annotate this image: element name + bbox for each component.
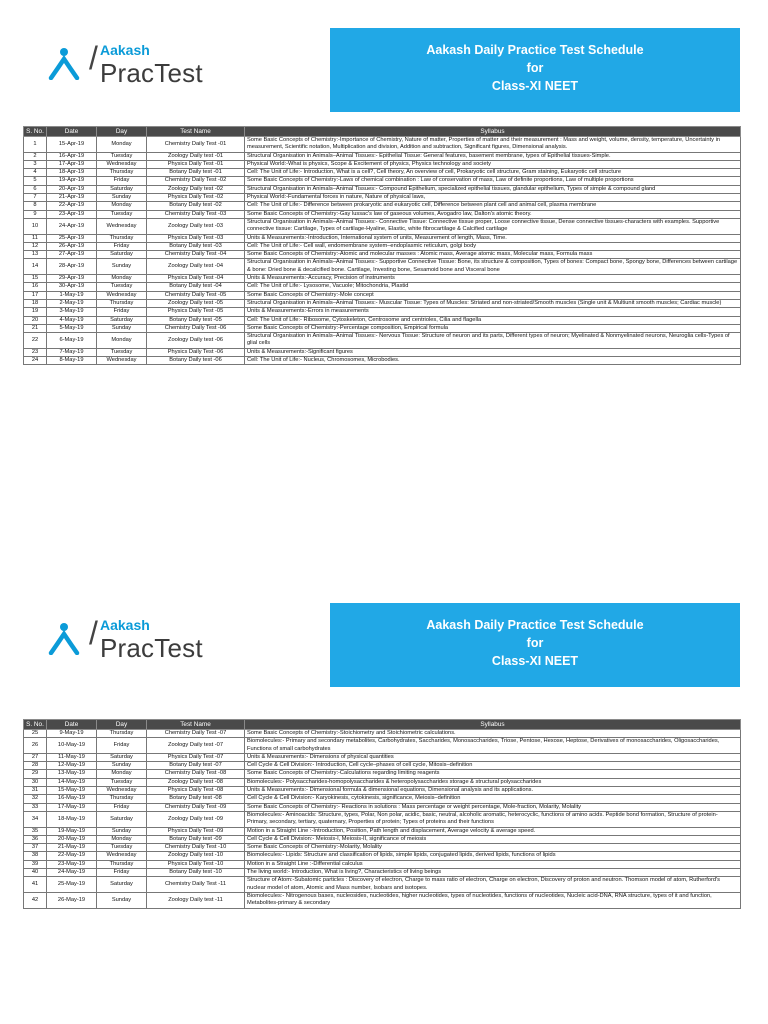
serial-number-cell: 26	[24, 738, 47, 754]
syllabus-cell: Some Basic Concepts of Chemistry:-Gay lussac's law of gaseous volumes, Avogadro law, Dalton's atomic theory.	[245, 210, 741, 218]
syllabus-cell: Biomolecules:- Primary and secondary metabolites, Carbohydrates, Saccharides, Monosaccharides, Triose, Pentose, Hexose, Heptose, Derivatives of monosaccharides, Oligosaccharides, Functions of small carbohydrates	[245, 738, 741, 754]
serial-number-cell: 7	[24, 194, 47, 202]
syllabus-cell: Structural Organisation in Animals–Animal Tissues:- Connective Tissue: Connective tissue proper, Loose connective tissue, Dense connective tissues-characters with examples. Supportive connective tissue: Cartilage, Types of cartilage-Hyaline, Elastic, white fibrocartilage & Calcified cartilage	[245, 218, 741, 234]
serial-number-cell: 21	[24, 324, 47, 332]
date-cell: 18-Apr-19	[47, 169, 97, 177]
column-header: Syllabus	[245, 720, 741, 730]
day-cell: Monday	[97, 137, 147, 153]
day-cell: Tuesday	[97, 210, 147, 218]
date-cell: 25-Apr-19	[47, 234, 97, 242]
table-row	[24, 803, 741, 811]
test-name-cell: Chemistry Daily Test -01	[147, 137, 245, 153]
date-cell: 13-May-19	[47, 770, 97, 778]
test-name-cell: Chemistry Daily Test -02	[147, 177, 245, 185]
schedule-page-1	[0, 28, 768, 364]
syllabus-cell: Some Basic Concepts of Chemistry:-Mole concept	[245, 291, 741, 299]
serial-number-cell: 36	[24, 835, 47, 843]
banner-class: Class-XI NEET	[491, 654, 579, 668]
table-row	[24, 185, 741, 193]
serial-number-cell: 19	[24, 308, 47, 316]
table-row	[24, 210, 741, 218]
serial-number-cell: 25	[24, 730, 47, 738]
table-row	[24, 177, 741, 185]
serial-number-cell: 15	[24, 275, 47, 283]
syllabus-cell: Biomolecules:- Lipids: Structure and classification of lipids, simple lipids, conjugated lipids, derived lipids, functions of lipids	[245, 852, 741, 860]
table-row	[24, 795, 741, 803]
logo-figure-icon	[48, 621, 88, 655]
table-row	[24, 892, 741, 908]
date-cell: 22-Apr-19	[47, 202, 97, 210]
day-cell: Monday	[97, 835, 147, 843]
serial-number-cell: 28	[24, 762, 47, 770]
syllabus-cell: Cell: The Unit of Life:- Lysosome, Vacuole; Mitochondria, Plastid	[245, 283, 741, 291]
syllabus-cell: Structural Organisation in Animals–Animal Tissues:- Muscular Tissue: Types of Muscles: Striated and non-striated/Smooth muscles (Single unit & Multiunit smooth muscles; Cardiac muscle)	[245, 299, 741, 307]
date-cell: 3-May-19	[47, 308, 97, 316]
day-cell: Wednesday	[97, 218, 147, 234]
syllabus-cell: Cell Cycle & Cell Division:- Introduction, Cell cycle–phases of cell cycle, Mitosis–definition	[245, 762, 741, 770]
date-cell: 14-May-19	[47, 778, 97, 786]
test-name-cell: Physics Daily Test -07	[147, 753, 245, 761]
date-cell: 29-Apr-19	[47, 275, 97, 283]
test-name-cell: Physics Daily Test -02	[147, 194, 245, 202]
banner-title: Aakash Daily Practice Test Schedule	[426, 43, 644, 57]
date-cell: 25-May-19	[47, 877, 97, 893]
serial-number-cell: 8	[24, 202, 47, 210]
column-header: Date	[47, 720, 97, 730]
day-cell: Tuesday	[97, 778, 147, 786]
syllabus-cell: Some Basic Concepts of Chemistry:-Laws of chemical combination : Law of conservation of mass, Law of definite proportions, Law of multiple proportions	[245, 177, 741, 185]
logo-product: PracTest	[100, 58, 203, 88]
test-name-cell: Physics Daily Test -06	[147, 348, 245, 356]
logo-slash: /	[89, 615, 98, 651]
date-cell: 26-May-19	[47, 892, 97, 908]
table-row	[24, 787, 741, 795]
serial-number-cell: 4	[24, 169, 47, 177]
serial-number-cell: 2	[24, 152, 47, 160]
day-cell: Thursday	[97, 795, 147, 803]
test-name-cell: Chemistry Daily Test -10	[147, 844, 245, 852]
date-cell: 9-May-19	[47, 730, 97, 738]
syllabus-cell: Cell Cycle & Cell Division:- Karyokinesis, cytokinesis, significance, Meiosis–definition	[245, 795, 741, 803]
test-name-cell: Botany Daily test -06	[147, 357, 245, 365]
syllabus-cell: Cell Cycle & Cell Division:- Meiosis-I, Meiosis-II, significance of meiosis	[245, 835, 741, 843]
syllabus-cell: Some Basic Concepts of Chemistry:-Percentage composition, Empirical formula	[245, 324, 741, 332]
syllabus-cell: The living world:- Introduction, What is living?, Characteristics of living beings	[245, 869, 741, 877]
syllabus-cell: Some Basic Concepts of Chemistry:-Stoichiometry and Stoichiometric calculations.	[245, 730, 741, 738]
serial-number-cell: 16	[24, 283, 47, 291]
table-row	[24, 762, 741, 770]
date-cell: 10-May-19	[47, 738, 97, 754]
syllabus-cell: Units & Measurements:-Significant figures	[245, 348, 741, 356]
date-cell: 17-Apr-19	[47, 160, 97, 168]
table-row	[24, 308, 741, 316]
date-cell: 26-Apr-19	[47, 242, 97, 250]
column-header: Test Name	[147, 720, 245, 730]
date-cell: 21-May-19	[47, 844, 97, 852]
test-name-cell: Botany Daily test -01	[147, 169, 245, 177]
syllabus-cell: Some Basic Concepts of Chemistry:-Atomic and molecular masses : Atomic mass, Average atomic mass, Molecular mass, Formula mass	[245, 251, 741, 259]
table-row	[24, 169, 741, 177]
column-header: S. No.	[24, 127, 47, 137]
test-name-cell: Physics Daily Test -08	[147, 787, 245, 795]
serial-number-cell: 12	[24, 242, 47, 250]
day-cell: Sunday	[97, 259, 147, 275]
serial-number-cell: 39	[24, 860, 47, 868]
test-name-cell: Zoology Daily test -02	[147, 185, 245, 193]
syllabus-cell: Units & Measurements:- Dimensional formula & dimensional equations, Dimensional analysis and its applications.	[245, 787, 741, 795]
table-row	[24, 242, 741, 250]
date-cell: 17-May-19	[47, 803, 97, 811]
banner-title: Aakash Daily Practice Test Schedule	[426, 618, 644, 632]
serial-number-cell: 11	[24, 234, 47, 242]
table-row	[24, 778, 741, 786]
day-cell: Friday	[97, 242, 147, 250]
page-header	[0, 603, 768, 687]
test-name-cell: Botany Daily test -02	[147, 202, 245, 210]
syllabus-cell: Physical World:-What is physics, Scope & Excitement of physics, Physics technology and society	[245, 160, 741, 168]
syllabus-cell: Cell: The Unit of Life:- Introduction, What is a cell?, Cell theory, An overview of cell, Prokaryotic cell structure, Gram staining, Eukaryotic cell structure	[245, 169, 741, 177]
syllabus-cell: Structure of Atom:-Subatomic particles : Discovery of electron, Charge to mass ratio of electron, Charge on electron, Discovery of proton and neutron. Thomson model of atom, Rutherford's nuclear model of atom, Atomic and Mass number, Isobars and isotopes.	[245, 877, 741, 893]
test-name-cell: Botany Daily test -07	[147, 762, 245, 770]
day-cell: Monday	[97, 333, 147, 349]
syllabus-cell: Biomolecules:- Nitrogenous bases, nucleosides, nucleotides, higher nucleotides, types of nucleotides, functions of nucleotides, Nucleic acid-DNA, RNA structure, types of it and function, Metabolites-primary & secondary	[245, 892, 741, 908]
test-name-cell: Zoology Daily test -03	[147, 218, 245, 234]
syllabus-cell: Units & Measurements:-Accuracy, Precision of instruments	[245, 275, 741, 283]
test-name-cell: Botany Daily test -03	[147, 242, 245, 250]
test-name-cell: Chemistry Daily Test -06	[147, 324, 245, 332]
syllabus-cell: Biomolecules:- Polysaccharides-homopolysaccharides & heteropolysaccharides storage & structural polysaccharides	[245, 778, 741, 786]
serial-number-cell: 3	[24, 160, 47, 168]
date-cell: 23-Apr-19	[47, 210, 97, 218]
serial-number-cell: 1	[24, 137, 47, 153]
day-cell: Friday	[97, 803, 147, 811]
syllabus-cell: Some Basic Concepts of Chemistry:-Importance of Chemistry, Nature of matter, Properties of matter and their measurement : Mass and weight, volume, density, temperature, Uncertainty in measurement, Scientific notation, Multiplication and division, Addition and subtraction, Significant figures, Dimensional analysis.	[245, 137, 741, 153]
day-cell: Wednesday	[97, 160, 147, 168]
test-name-cell: Chemistry Daily Test -09	[147, 803, 245, 811]
day-cell: Thursday	[97, 299, 147, 307]
day-cell: Sunday	[97, 194, 147, 202]
date-cell: 1-May-19	[47, 291, 97, 299]
date-cell: 12-May-19	[47, 762, 97, 770]
page-header	[0, 28, 768, 112]
day-cell: Sunday	[97, 827, 147, 835]
date-cell: 20-May-19	[47, 835, 97, 843]
table-row	[24, 730, 741, 738]
syllabus-cell: Structural Organisation in Animals–Animal Tissues:- Nervous Tissue: Structure of neuron and its parts, Different types of neuron; Myelinated & Nonmyelinated neurons, Neuroglia cells-Types of glial cells	[245, 333, 741, 349]
test-name-cell: Botany Daily test -10	[147, 869, 245, 877]
day-cell: Saturday	[97, 753, 147, 761]
day-cell: Tuesday	[97, 283, 147, 291]
serial-number-cell: 35	[24, 827, 47, 835]
syllabus-cell: Structural Organisation in Animals–Animal Tissues:- Epithelial Tissue: General features, basement membrane, types of Epithelial tissues-Simple.	[245, 152, 741, 160]
day-cell: Friday	[97, 869, 147, 877]
date-cell: 15-May-19	[47, 787, 97, 795]
day-cell: Sunday	[97, 892, 147, 908]
logo-figure-icon	[48, 46, 88, 80]
column-header: S. No.	[24, 720, 47, 730]
day-cell: Friday	[97, 308, 147, 316]
column-header: Day	[97, 127, 147, 137]
table-header-row	[24, 720, 741, 730]
table-row	[24, 234, 741, 242]
syllabus-cell: Physical World:-Fundamental forces in nature, Nature of physical laws,	[245, 194, 741, 202]
date-cell: 8-May-19	[47, 357, 97, 365]
date-cell: 18-May-19	[47, 811, 97, 827]
table-row	[24, 251, 741, 259]
day-cell: Thursday	[97, 860, 147, 868]
serial-number-cell: 20	[24, 316, 47, 324]
test-name-cell: Botany Daily test -05	[147, 316, 245, 324]
day-cell: Thursday	[97, 234, 147, 242]
banner-for: for	[526, 61, 544, 75]
day-cell: Monday	[97, 202, 147, 210]
date-cell: 21-Apr-19	[47, 194, 97, 202]
table-row	[24, 357, 741, 365]
serial-number-cell: 40	[24, 869, 47, 877]
logo-product: PracTest	[100, 633, 203, 663]
column-header: Test Name	[147, 127, 245, 137]
syllabus-cell: Cell: The Unit of Life:- Difference between prokaryotic and eukaryotic cell, Difference between plant cell and animal cell, plasma membrane	[245, 202, 741, 210]
date-cell: 19-Apr-19	[47, 177, 97, 185]
serial-number-cell: 17	[24, 291, 47, 299]
serial-number-cell: 14	[24, 259, 47, 275]
day-cell: Saturday	[97, 251, 147, 259]
schedule-table	[23, 719, 741, 909]
syllabus-cell: Motion in a Straight Line :-Introduction, Position, Path length and displacement, Average velocity & average speed.	[245, 827, 741, 835]
day-cell: Friday	[97, 738, 147, 754]
syllabus-cell: Some Basic Concepts of Chemistry:-Calculations regarding limiting reagents	[245, 770, 741, 778]
test-name-cell: Chemistry Daily Test -03	[147, 210, 245, 218]
day-cell: Tuesday	[97, 348, 147, 356]
day-cell: Thursday	[97, 169, 147, 177]
date-cell: 19-May-19	[47, 827, 97, 835]
test-name-cell: Zoology Daily test -07	[147, 738, 245, 754]
test-name-cell: Zoology Daily test -05	[147, 299, 245, 307]
title-banner	[330, 603, 740, 687]
table-row	[24, 218, 741, 234]
test-name-cell: Physics Daily Test -01	[147, 160, 245, 168]
test-name-cell: Botany Daily test -09	[147, 835, 245, 843]
test-name-cell: Zoology Daily test -04	[147, 259, 245, 275]
logo-slash: /	[89, 40, 98, 76]
table-row	[24, 275, 741, 283]
test-name-cell: Chemistry Daily Test -04	[147, 251, 245, 259]
syllabus-cell: Units & Measurements:- Dimensions of physical quantities	[245, 753, 741, 761]
day-cell: Monday	[97, 275, 147, 283]
logo-brand: Aakash	[100, 42, 150, 58]
banner-for: for	[526, 636, 544, 650]
serial-number-cell: 9	[24, 210, 47, 218]
column-header: Date	[47, 127, 97, 137]
table-row	[24, 835, 741, 843]
syllabus-cell: Cell: The Unit of Life:- Ribosome, Cytoskeleton, Centrosome and centrioles, Cilia and flagella	[245, 316, 741, 324]
aakash-practest-logo	[48, 613, 208, 677]
day-cell: Wednesday	[97, 787, 147, 795]
serial-number-cell: 33	[24, 803, 47, 811]
syllabus-cell: Units & Measurements:-Errors in measurements	[245, 308, 741, 316]
serial-number-cell: 10	[24, 218, 47, 234]
date-cell: 16-May-19	[47, 795, 97, 803]
table-row	[24, 283, 741, 291]
serial-number-cell: 13	[24, 251, 47, 259]
day-cell: Wednesday	[97, 357, 147, 365]
day-cell: Saturday	[97, 877, 147, 893]
logo-brand: Aakash	[100, 617, 150, 633]
date-cell: 24-May-19	[47, 869, 97, 877]
date-cell: 15-Apr-19	[47, 137, 97, 153]
test-name-cell: Chemistry Daily Test -08	[147, 770, 245, 778]
test-name-cell: Zoology Daily test -10	[147, 852, 245, 860]
table-row	[24, 860, 741, 868]
date-cell: 2-May-19	[47, 299, 97, 307]
serial-number-cell: 32	[24, 795, 47, 803]
date-cell: 16-Apr-19	[47, 152, 97, 160]
serial-number-cell: 41	[24, 877, 47, 893]
syllabus-cell: Structural Organisation in Animals–Animal Tissues:- Compound Epithelium, specialized epithelial tissues, glandular epithelium, Types of simple & compound gland	[245, 185, 741, 193]
title-banner	[330, 28, 740, 112]
table-row	[24, 753, 741, 761]
table-row	[24, 738, 741, 754]
syllabus-cell: Motion in a Straight Line :-Differential calculus	[245, 860, 741, 868]
date-cell: 30-Apr-19	[47, 283, 97, 291]
syllabus-cell: Biomolecules:- Aminoacids: Structure, types, Polar, Non polar, acidic, basic, neutral, alcoholic aromatic, heterocyclic, functions of amino acids. Peptide bond formation, Structure of protein-Primary, secondary, tertiary, quaternary, Properties of protein; Types of proteins and their functions	[245, 811, 741, 827]
test-name-cell: Zoology Daily test -11	[147, 892, 245, 908]
table-row	[24, 852, 741, 860]
syllabus-cell: Cell: The Unit of Life:- Cell wall, endomembrane system–endoplasmic reticulum, golgi body	[245, 242, 741, 250]
date-cell: 22-May-19	[47, 852, 97, 860]
table-row	[24, 291, 741, 299]
serial-number-cell: 34	[24, 811, 47, 827]
test-name-cell: Botany Daily test -04	[147, 283, 245, 291]
table-row	[24, 877, 741, 893]
day-cell: Tuesday	[97, 844, 147, 852]
day-cell: Saturday	[97, 316, 147, 324]
date-cell: 27-Apr-19	[47, 251, 97, 259]
table-row	[24, 160, 741, 168]
date-cell: 6-May-19	[47, 333, 97, 349]
table-row	[24, 194, 741, 202]
serial-number-cell: 27	[24, 753, 47, 761]
banner-class: Class-XI NEET	[491, 79, 579, 93]
test-name-cell: Physics Daily Test -03	[147, 234, 245, 242]
serial-number-cell: 30	[24, 778, 47, 786]
table-row	[24, 299, 741, 307]
serial-number-cell: 23	[24, 348, 47, 356]
serial-number-cell: 18	[24, 299, 47, 307]
day-cell: Thursday	[97, 730, 147, 738]
serial-number-cell: 22	[24, 333, 47, 349]
day-cell: Monday	[97, 770, 147, 778]
date-cell: 20-Apr-19	[47, 185, 97, 193]
syllabus-cell: Cell: The Unit of Life:- Nucleus, Chromosomes, Microbodies.	[245, 357, 741, 365]
table-row	[24, 259, 741, 275]
day-cell: Friday	[97, 177, 147, 185]
table-row	[24, 202, 741, 210]
serial-number-cell: 42	[24, 892, 47, 908]
column-header: Syllabus	[245, 127, 741, 137]
table-row	[24, 333, 741, 349]
table-row	[24, 137, 741, 153]
test-name-cell: Zoology Daily test -06	[147, 333, 245, 349]
date-cell: 5-May-19	[47, 324, 97, 332]
date-cell: 7-May-19	[47, 348, 97, 356]
table-row	[24, 348, 741, 356]
table-row	[24, 316, 741, 324]
table-row	[24, 152, 741, 160]
day-cell: Saturday	[97, 185, 147, 193]
aakash-practest-logo	[48, 38, 208, 102]
test-name-cell: Physics Daily Test -09	[147, 827, 245, 835]
test-name-cell: Physics Daily Test -05	[147, 308, 245, 316]
table-row	[24, 869, 741, 877]
day-cell: Saturday	[97, 811, 147, 827]
table-row	[24, 811, 741, 827]
test-name-cell: Zoology Daily test -08	[147, 778, 245, 786]
serial-number-cell: 38	[24, 852, 47, 860]
schedule-table	[23, 126, 741, 365]
test-name-cell: Physics Daily Test -10	[147, 860, 245, 868]
syllabus-cell: Units & Measurements:-Introduction, International system of units, Measurement of length, Mass, Time.	[245, 234, 741, 242]
day-cell: Sunday	[97, 762, 147, 770]
test-name-cell: Zoology Daily test -09	[147, 811, 245, 827]
test-name-cell: Chemistry Daily Test -11	[147, 877, 245, 893]
date-cell: 4-May-19	[47, 316, 97, 324]
test-name-cell: Botany Daily test -08	[147, 795, 245, 803]
date-cell: 23-May-19	[47, 860, 97, 868]
syllabus-cell: Some Basic Concepts of Chemistry:-Molarity, Molality	[245, 844, 741, 852]
day-cell: Wednesday	[97, 291, 147, 299]
date-cell: 28-Apr-19	[47, 259, 97, 275]
table-row	[24, 844, 741, 852]
serial-number-cell: 29	[24, 770, 47, 778]
day-cell: Sunday	[97, 324, 147, 332]
test-name-cell: Chemistry Daily Test -07	[147, 730, 245, 738]
serial-number-cell: 31	[24, 787, 47, 795]
table-row	[24, 827, 741, 835]
schedule-page-2	[0, 603, 768, 907]
day-cell: Tuesday	[97, 152, 147, 160]
test-name-cell: Physics Daily Test -04	[147, 275, 245, 283]
syllabus-cell: Some Basic Concepts of Chemistry:- Reactions in solutions : Mass percentage or weight percentage, Mole-fraction, Molarity, Molality	[245, 803, 741, 811]
table-header-row	[24, 127, 741, 137]
column-header: Day	[97, 720, 147, 730]
serial-number-cell: 37	[24, 844, 47, 852]
table-row	[24, 324, 741, 332]
test-name-cell: Chemistry Daily Test -05	[147, 291, 245, 299]
syllabus-cell: Structural Organisation in Animals–Animal Tissues:- Supportive Connective Tissue: Bone, its structure & composition, Types of bones: Compact bone, Spongy bone, Differences between cartilage & bone: Dried bone & decalcified bone. Cartilage, Investing bone, Sesamoid bone and Visceral bone	[245, 259, 741, 275]
test-name-cell: Zoology Daily test -01	[147, 152, 245, 160]
date-cell: 11-May-19	[47, 753, 97, 761]
serial-number-cell: 5	[24, 177, 47, 185]
day-cell: Wednesday	[97, 852, 147, 860]
table-row	[24, 770, 741, 778]
serial-number-cell: 6	[24, 185, 47, 193]
date-cell: 24-Apr-19	[47, 218, 97, 234]
serial-number-cell: 24	[24, 357, 47, 365]
